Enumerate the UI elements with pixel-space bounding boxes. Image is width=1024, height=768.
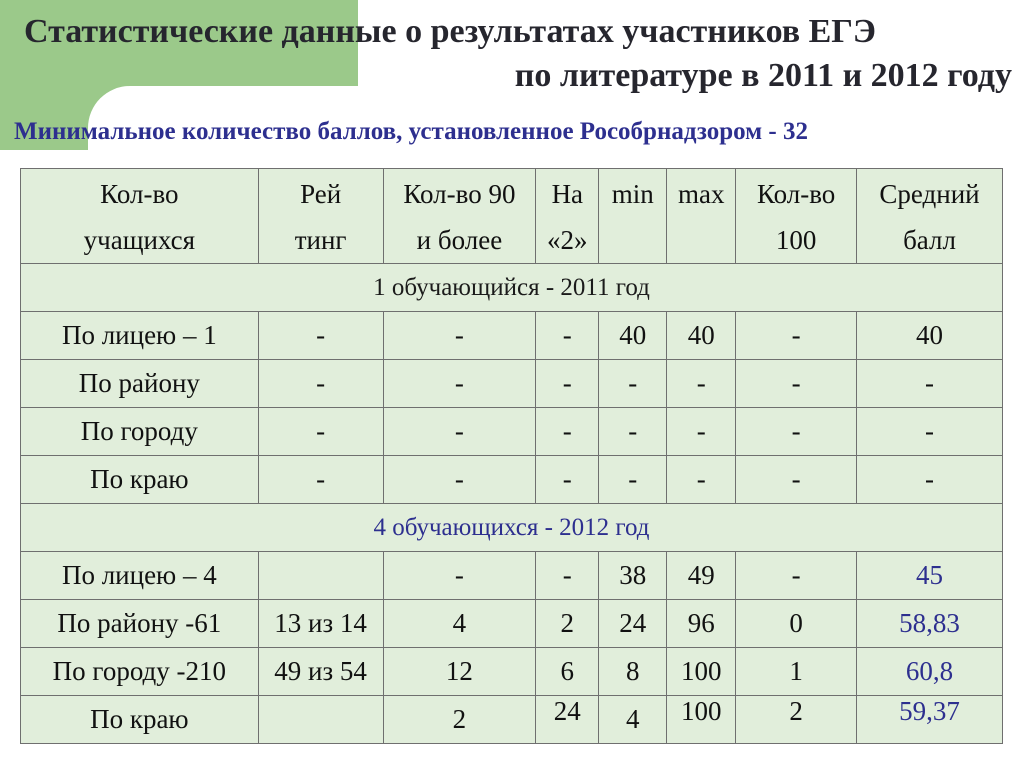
table-cell: - [536,312,599,360]
table-row [21,552,1003,600]
table-cell: - [258,408,383,456]
row-label: По краю [21,456,259,504]
table-cell: - [383,552,536,600]
average-cell: - [857,408,1003,456]
section-label-2011: 1 обучающийся - 2011 год [21,264,1003,312]
table-cell: 49 [667,552,736,600]
table-cell: - [536,552,599,600]
table-cell: - [536,360,599,408]
table-cell: 100 [667,696,736,744]
row-label: По району -61 [21,600,259,648]
average-cell: 59,37 [857,696,1003,744]
table-row [21,456,1003,504]
table-cell: - [383,360,536,408]
row-label: По лицею – 1 [21,312,259,360]
header-cell-grade-2: На «2» [536,169,599,264]
table-cell [258,552,383,600]
table-cell: - [383,312,536,360]
section-row-2011 [21,264,1003,312]
average-cell: - [857,360,1003,408]
page-title [0,10,1012,98]
table-cell: - [599,456,667,504]
average-cell: 60,8 [857,648,1003,696]
row-label: По лицею – 4 [21,552,259,600]
section-label-2012: 4 обучающихся - 2012 год [21,504,1003,552]
table-cell: - [736,552,857,600]
table-row [21,696,1003,744]
table-cell [258,696,383,744]
table-cell: 40 [667,312,736,360]
average-cell: 58,83 [857,600,1003,648]
results-table [20,168,1003,744]
row-label: По краю [21,696,259,744]
page-subtitle: Минимальное количество баллов, установленное Рособрнадзором - 32 [14,118,808,145]
table-row [21,408,1003,456]
table-cell: - [599,408,667,456]
table-cell: 4 [599,696,667,744]
table-cell: 8 [599,648,667,696]
table-header-row [21,169,1003,264]
table-row [21,648,1003,696]
row-label: По городу -210 [21,648,259,696]
table-cell: 100 [667,648,736,696]
table-cell: - [536,408,599,456]
table-cell: 40 [599,312,667,360]
table-cell: 12 [383,648,536,696]
row-label: По городу [21,408,259,456]
table-cell: - [736,456,857,504]
header-cell-rating: Рей тинг [258,169,383,264]
average-cell: 40 [857,312,1003,360]
header-cell-90-plus: Кол-во 90 и более [383,169,536,264]
header-cell-average: Средний балл [857,169,1003,264]
table-row [21,600,1003,648]
table-cell: - [736,408,857,456]
table-cell: 2 [736,696,857,744]
table-cell: 96 [667,600,736,648]
row-label: По району [21,360,259,408]
table-cell: - [599,360,667,408]
table-cell: - [667,360,736,408]
header-cell-count-100: Кол-во 100 [736,169,857,264]
table-cell: - [736,312,857,360]
table-cell: - [383,408,536,456]
table-cell: 4 [383,600,536,648]
table-cell: - [383,456,536,504]
section-row-2012 [21,504,1003,552]
table-cell: 2 [383,696,536,744]
table-cell: - [667,408,736,456]
table-cell: 13 из 14 [258,600,383,648]
table-cell: - [667,456,736,504]
table-cell: - [536,456,599,504]
average-cell: - [857,456,1003,504]
table-cell: - [258,360,383,408]
title-line-1: Статистические данные о результатах участников ЕГЭ [24,13,876,50]
table-row [21,312,1003,360]
table-cell: 24 [536,696,599,744]
table-cell: 6 [536,648,599,696]
average-cell: 45 [857,552,1003,600]
table-cell: - [258,312,383,360]
table-cell: - [736,360,857,408]
table-cell: 2 [536,600,599,648]
table-cell: 24 [599,600,667,648]
table-cell: 38 [599,552,667,600]
table-cell: 0 [736,600,857,648]
table-cell: 49 из 54 [258,648,383,696]
table-row [21,360,1003,408]
header-cell-min: min [599,169,667,264]
table-cell: 1 [736,648,857,696]
table-cell: - [258,456,383,504]
title-line-2: по литературе в 2011 и 2012 году [514,57,1012,94]
header-cell-count: Кол-во учащихся [21,169,259,264]
header-cell-max: max [667,169,736,264]
